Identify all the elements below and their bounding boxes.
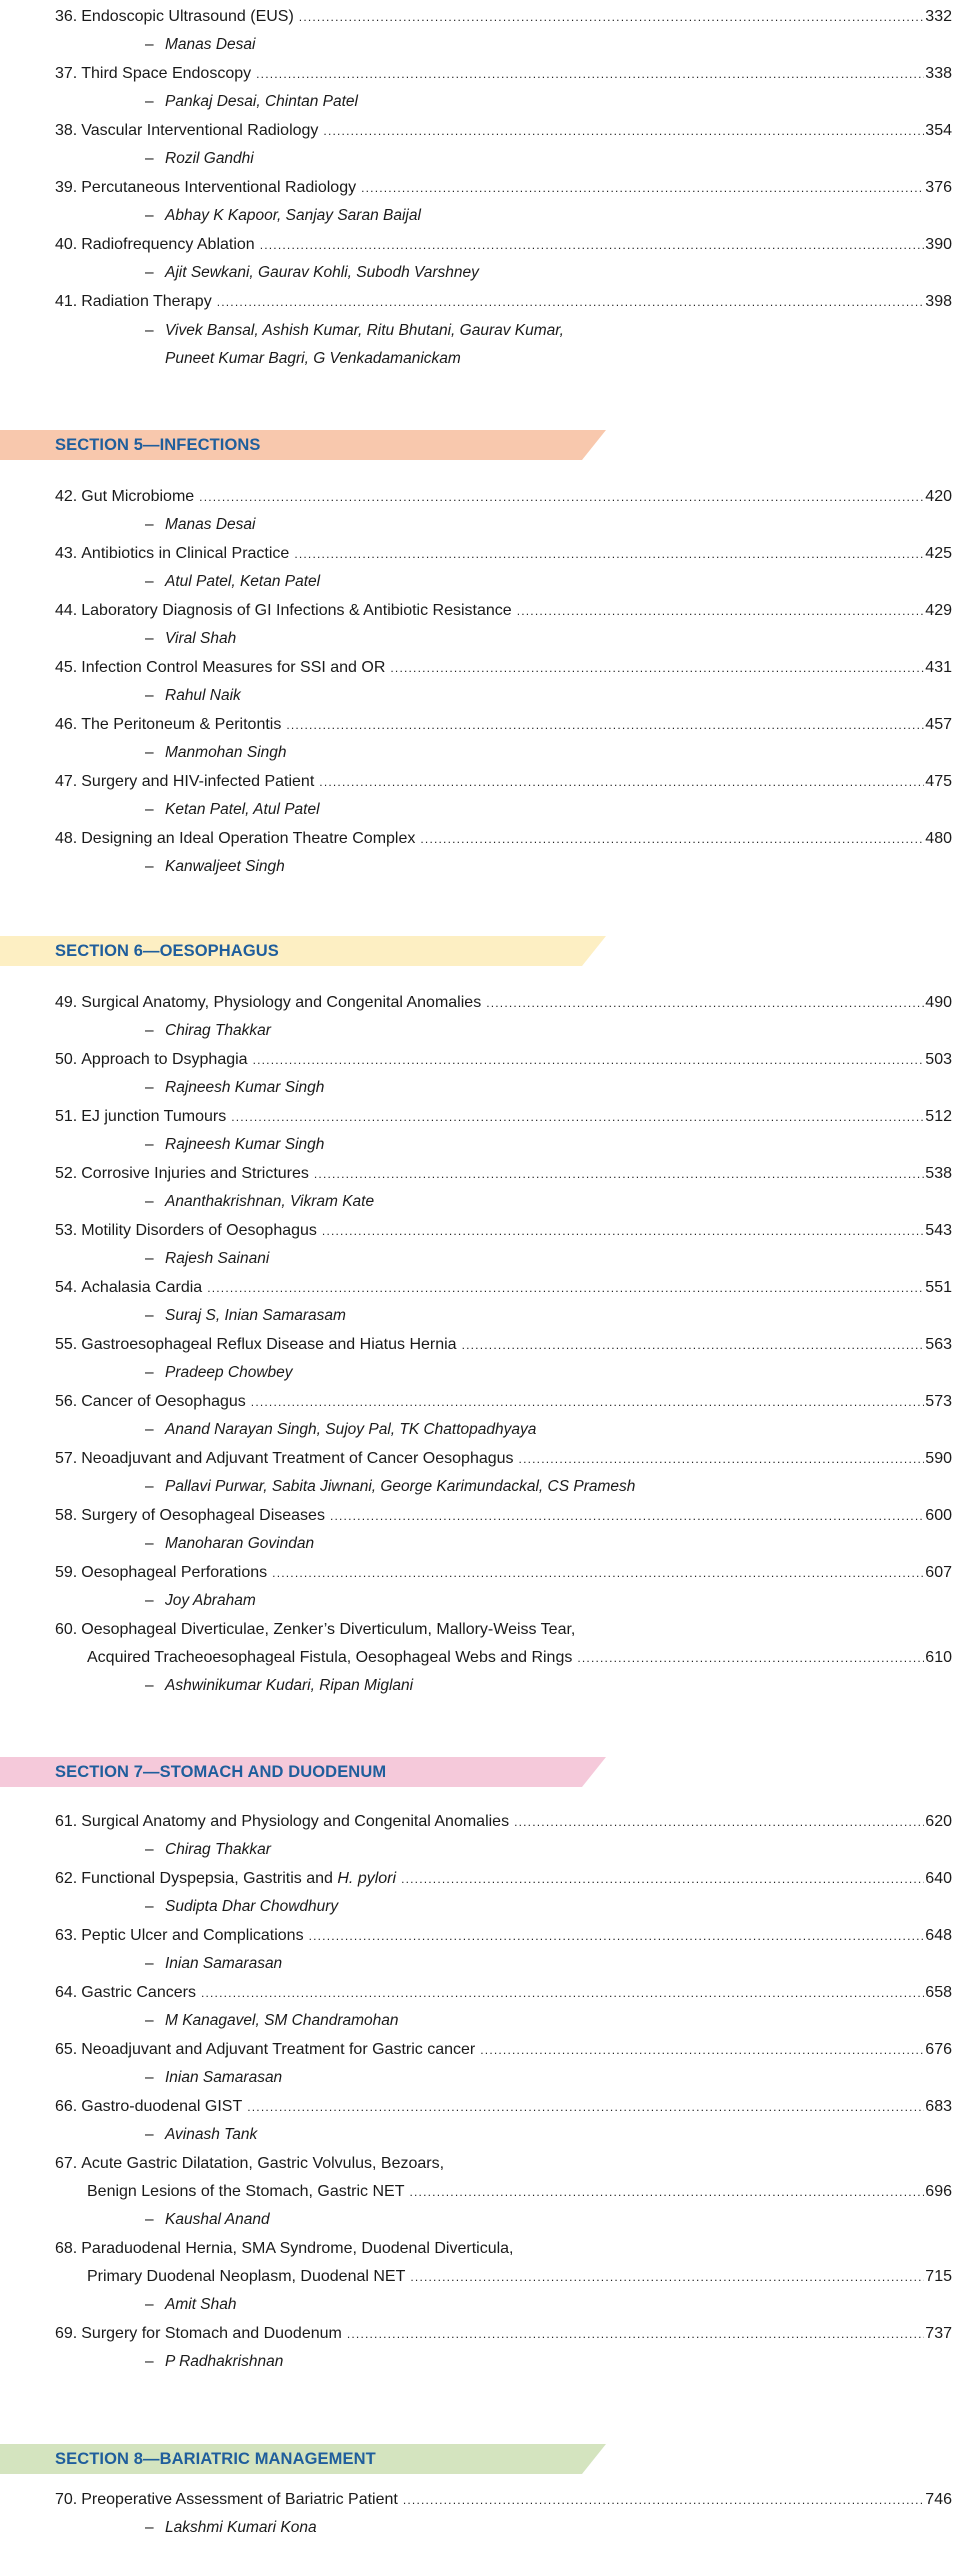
toc-entry-56[interactable] bbox=[55, 1391, 952, 1413]
chapter-title: Peptic Ulcer and Complications bbox=[81, 1927, 304, 1944]
toc-entry-59[interactable] bbox=[55, 1562, 952, 1584]
section-6-header[interactable] bbox=[0, 936, 610, 966]
chapter-authors: – Joy Abraham bbox=[145, 1592, 256, 1609]
toc-entry-54[interactable] bbox=[55, 1277, 952, 1299]
dot-leader bbox=[462, 1334, 925, 1356]
chapter-title: Designing an Ideal Operation Theatre Complex bbox=[81, 830, 416, 847]
dot-leader bbox=[217, 291, 925, 313]
toc-entry-52[interactable] bbox=[55, 1163, 952, 1185]
dot-leader bbox=[231, 1106, 924, 1128]
chapter-authors: – Rozil Gandhi bbox=[145, 150, 254, 167]
toc-entry-67-continued[interactable] bbox=[87, 2181, 952, 2203]
chapter-number: 54. bbox=[55, 1279, 78, 1296]
chapter-title-line-1: Acute Gastric Dilatation, Gastric Volvulus, Bezoars, bbox=[81, 2155, 445, 2172]
dot-leader bbox=[519, 1448, 925, 1470]
dot-leader bbox=[403, 2489, 924, 2511]
chapter-authors: – Atul Patel, Ketan Patel bbox=[145, 573, 321, 590]
toc-entry-38[interactable] bbox=[55, 120, 952, 142]
chapter-number: 55. bbox=[55, 1336, 78, 1353]
toc-entry-47[interactable] bbox=[55, 771, 952, 793]
chapter-title: Approach to Dsyphagia bbox=[81, 1051, 248, 1068]
page-number: 737 bbox=[925, 2325, 952, 2342]
toc-entry-60[interactable] bbox=[55, 1619, 952, 1641]
dot-leader bbox=[410, 2266, 924, 2288]
toc-entry-58[interactable] bbox=[55, 1505, 952, 1527]
dot-leader bbox=[390, 657, 924, 679]
chapter-title: Cancer of Oesophagus bbox=[81, 1393, 246, 1410]
chapter-title: Radiofrequency Ablation bbox=[81, 236, 255, 253]
page-number: 390 bbox=[925, 236, 952, 253]
chapter-authors: – Manoharan Govindan bbox=[145, 1535, 315, 1552]
page-number: 338 bbox=[925, 65, 952, 82]
chapter-number: 65. bbox=[55, 2041, 78, 2058]
chapter-number: 41. bbox=[55, 293, 78, 310]
chapter-number: 61. bbox=[55, 1813, 78, 1830]
dot-leader bbox=[309, 1925, 925, 1947]
chapter-title: Gastroesophageal Reflux Disease and Hiatus Hernia bbox=[81, 1336, 457, 1353]
toc-entry-69[interactable] bbox=[55, 2323, 952, 2345]
chapter-number: 44. bbox=[55, 602, 78, 619]
chapter-number: 39. bbox=[55, 179, 78, 196]
chapter-authors: – Abhay K Kapoor, Sanjay Saran Baijal bbox=[145, 207, 421, 224]
chapter-title: Surgical Anatomy and Physiology and Congenital Anomalies bbox=[81, 1813, 510, 1830]
page-number: 429 bbox=[925, 602, 952, 619]
chapter-authors: – Kanwaljeet Singh bbox=[145, 858, 285, 875]
chapter-title: Antibiotics in Clinical Practice bbox=[81, 545, 290, 562]
chapter-number: 59. bbox=[55, 1564, 78, 1581]
chapter-authors: – Ananthakrishnan, Vikram Kate bbox=[145, 1193, 375, 1210]
dot-leader bbox=[247, 2096, 924, 2118]
chapter-number: 52. bbox=[55, 1165, 78, 1182]
dot-leader bbox=[347, 2323, 924, 2345]
toc-entry-48[interactable] bbox=[55, 828, 952, 850]
section-7-header[interactable] bbox=[0, 1757, 610, 1787]
toc-entry-37[interactable] bbox=[55, 63, 952, 85]
section-title: SECTION 7—STOMACH AND DUODENUM bbox=[55, 1763, 387, 1781]
toc-entry-50[interactable] bbox=[55, 1049, 952, 1071]
toc-entry-51[interactable] bbox=[55, 1106, 952, 1128]
toc-entry-68[interactable] bbox=[55, 2238, 952, 2260]
dot-leader bbox=[420, 828, 924, 850]
page-number: 503 bbox=[925, 1051, 952, 1068]
chapter-number: 58. bbox=[55, 1507, 78, 1524]
chapter-number: 48. bbox=[55, 830, 78, 847]
page-number: 676 bbox=[925, 2041, 952, 2058]
chapter-number: 38. bbox=[55, 122, 78, 139]
chapter-title bbox=[77, 1868, 396, 1890]
dot-leader bbox=[286, 714, 924, 736]
dot-leader bbox=[199, 486, 924, 508]
chapter-number: 68. bbox=[55, 2240, 78, 2257]
page-number: 683 bbox=[925, 2098, 952, 2115]
toc-entry-46[interactable] bbox=[55, 714, 952, 736]
dot-leader bbox=[323, 120, 924, 142]
page-number: 610 bbox=[925, 1649, 952, 1666]
chapter-title: Benign Lesions of the Stomach, Gastric NET bbox=[87, 2183, 405, 2200]
chapter-title: Gut Microbiome bbox=[81, 488, 195, 505]
chapter-title: Endoscopic Ultrasound (EUS) bbox=[81, 8, 294, 25]
page-number: 490 bbox=[925, 994, 952, 1011]
chapter-authors: – Rajneesh Kumar Singh bbox=[145, 1079, 325, 1096]
dot-leader bbox=[253, 1049, 925, 1071]
chapter-authors: – Chirag Thakkar bbox=[145, 1022, 271, 1039]
chapter-title: Third Space Endoscopy bbox=[81, 65, 252, 82]
dot-leader bbox=[577, 1647, 924, 1669]
chapter-number: 45. bbox=[55, 659, 78, 676]
toc-entry-66[interactable] bbox=[55, 2096, 952, 2118]
chapter-authors: – Lakshmi Kumari Kona bbox=[145, 2519, 317, 2536]
section-title: SECTION 6—OESOPHAGUS bbox=[55, 942, 279, 960]
page-number: 551 bbox=[925, 1279, 952, 1296]
page-number: 431 bbox=[925, 659, 952, 676]
dot-leader bbox=[319, 771, 924, 793]
page-number: 696 bbox=[925, 2183, 952, 2200]
dot-leader bbox=[256, 63, 924, 85]
toc-entry-67[interactable] bbox=[55, 2153, 952, 2175]
chapter-title: Corrosive Injuries and Strictures bbox=[81, 1165, 309, 1182]
toc-entry-64[interactable] bbox=[55, 1982, 952, 2004]
page-number: 573 bbox=[925, 1393, 952, 1410]
dot-leader bbox=[514, 1811, 924, 1833]
chapter-number: 50. bbox=[55, 1051, 78, 1068]
page-number: 563 bbox=[925, 1336, 952, 1353]
dot-leader bbox=[299, 6, 925, 28]
chapter-authors: – Anand Narayan Singh, Sujoy Pal, TK Chattopadhyaya bbox=[145, 1421, 537, 1438]
chapter-number: 43. bbox=[55, 545, 78, 562]
chapter-number: 37. bbox=[55, 65, 78, 82]
page-number: 475 bbox=[925, 773, 952, 790]
chapter-authors: – Amit Shah bbox=[145, 2296, 237, 2313]
page-number: 480 bbox=[925, 830, 952, 847]
chapter-number: 46. bbox=[55, 716, 78, 733]
toc-entry-43[interactable] bbox=[55, 543, 952, 565]
toc-entry-49[interactable] bbox=[55, 992, 952, 1014]
chapter-title: EJ junction Tumours bbox=[81, 1108, 227, 1125]
toc-entry-61[interactable] bbox=[55, 1811, 952, 1833]
chapter-authors: – Ashwinikumar Kudari, Ripan Miglani bbox=[145, 1677, 414, 1694]
page-number: 648 bbox=[925, 1927, 952, 1944]
toc-entry-57[interactable] bbox=[55, 1448, 952, 1470]
page-number: 425 bbox=[925, 545, 952, 562]
dot-leader bbox=[401, 1868, 924, 1890]
chapter-title: Infection Control Measures for SSI and OR bbox=[81, 659, 386, 676]
page-number: 332 bbox=[925, 8, 952, 25]
dot-leader bbox=[322, 1220, 924, 1242]
chapter-authors: – Ketan Patel, Atul Patel bbox=[145, 801, 320, 818]
chapter-number: 51. bbox=[55, 1108, 78, 1125]
chapter-authors: – Pradeep Chowbey bbox=[145, 1364, 293, 1381]
page-number: 607 bbox=[925, 1564, 952, 1581]
chapter-authors: – Pallavi Purwar, Sabita Jiwnani, George Karimundackal, CS Pramesh bbox=[145, 1478, 636, 1495]
page-number: 620 bbox=[925, 1813, 952, 1830]
chapter-title: Neoadjuvant and Adjuvant Treatment for Gastric cancer bbox=[81, 2041, 476, 2058]
chapter-authors: – Sudipta Dhar Chowdhury bbox=[145, 1898, 339, 1915]
chapter-title: Acquired Tracheoesophageal Fistula, Oesophageal Webs and Rings bbox=[87, 1649, 573, 1666]
page-number: 590 bbox=[925, 1450, 952, 1467]
toc-entry-45[interactable] bbox=[55, 657, 952, 679]
chapter-authors: – Rahul Naik bbox=[145, 687, 241, 704]
chapter-number: 56. bbox=[55, 1393, 78, 1410]
page-number: 640 bbox=[925, 1870, 952, 1887]
page-number: 512 bbox=[925, 1108, 952, 1125]
page-number: 354 bbox=[925, 122, 952, 139]
chapter-title-line-1: Oesophageal Diverticulae, Zenker’s Diverticulum, Mallory-Weiss Tear, bbox=[81, 1621, 576, 1638]
section-8-header[interactable] bbox=[0, 2444, 610, 2474]
chapter-title: The Peritoneum & Peritontis bbox=[81, 716, 282, 733]
toc-entry-62[interactable] bbox=[55, 1868, 952, 1890]
chapter-authors: – Suraj S, Inian Samarasam bbox=[145, 1307, 346, 1324]
dot-leader bbox=[260, 234, 925, 256]
chapter-title: Surgery for Stomach and Duodenum bbox=[81, 2325, 342, 2342]
section-5-header[interactable] bbox=[0, 430, 610, 460]
chapter-number: 70. bbox=[55, 2491, 78, 2508]
dot-leader bbox=[272, 1562, 924, 1584]
chapter-number: 49. bbox=[55, 994, 78, 1011]
chapter-authors: – Ajit Sewkani, Gaurav Kohli, Subodh Varshney bbox=[145, 264, 479, 281]
chapter-authors-continued: Puneet Kumar Bagri, G Venkadamanickam bbox=[165, 350, 461, 367]
dot-leader bbox=[486, 992, 924, 1014]
page-number: 376 bbox=[925, 179, 952, 196]
page-number: 538 bbox=[925, 1165, 952, 1182]
chapter-number: 36. bbox=[55, 8, 78, 25]
toc-entry-55[interactable] bbox=[55, 1334, 952, 1356]
toc-entry-44[interactable] bbox=[55, 600, 952, 622]
dot-leader bbox=[207, 1277, 924, 1299]
chapter-number: 69. bbox=[55, 2325, 78, 2342]
dot-leader bbox=[517, 600, 925, 622]
chapter-title: Percutaneous Interventional Radiology bbox=[81, 179, 357, 196]
chapter-title: Surgical Anatomy, Physiology and Congenital Anomalies bbox=[81, 994, 482, 1011]
chapter-authors: – Vivek Bansal, Ashish Kumar, Ritu Bhutani, Gaurav Kumar, bbox=[145, 322, 564, 339]
chapter-number: 66. bbox=[55, 2098, 78, 2115]
page-number: 543 bbox=[925, 1222, 952, 1239]
dot-leader bbox=[361, 177, 924, 199]
chapter-number: 40. bbox=[55, 236, 78, 253]
chapter-authors: – M Kanagavel, SM Chandramohan bbox=[145, 2012, 399, 2029]
chapter-title: Gastro-duodenal GIST bbox=[81, 2098, 243, 2115]
chapter-number: 57. bbox=[55, 1450, 78, 1467]
chapter-number: 60. bbox=[55, 1621, 78, 1638]
chapter-title: Gastric Cancers bbox=[81, 1984, 196, 2001]
page-number: 457 bbox=[925, 716, 952, 733]
section-title: SECTION 5—INFECTIONS bbox=[55, 436, 261, 454]
chapter-authors: – Avinash Tank bbox=[145, 2126, 258, 2143]
chapter-authors: – Rajneesh Kumar Singh bbox=[145, 1136, 325, 1153]
chapter-title: Achalasia Cardia bbox=[81, 1279, 203, 1296]
chapter-number: 63. bbox=[55, 1927, 78, 1944]
toc-entry-60-continued[interactable] bbox=[87, 1647, 952, 1669]
chapter-authors: – Kaushal Anand bbox=[145, 2211, 270, 2228]
chapter-authors: – Rajesh Sainani bbox=[145, 1250, 270, 1267]
toc-entry-68-continued[interactable] bbox=[87, 2266, 952, 2288]
chapter-title-italic: H. pylori bbox=[337, 1870, 397, 1887]
toc-entry-63[interactable] bbox=[55, 1925, 952, 1947]
chapter-title: Motility Disorders of Oesophagus bbox=[81, 1222, 317, 1239]
chapter-number: 64. bbox=[55, 1984, 78, 2001]
toc-entry-42[interactable] bbox=[55, 486, 952, 508]
page-number: 600 bbox=[925, 1507, 952, 1524]
chapter-title-text: Functional Dyspepsia, Gastritis and bbox=[81, 1870, 338, 1887]
chapter-number: 53. bbox=[55, 1222, 78, 1239]
dot-leader bbox=[201, 1982, 924, 2004]
chapter-title: Oesophageal Perforations bbox=[81, 1564, 268, 1581]
page-number: 715 bbox=[925, 2268, 952, 2285]
dot-leader bbox=[409, 2181, 924, 2203]
chapter-title: Neoadjuvant and Adjuvant Treatment of Cancer Oesophagus bbox=[81, 1450, 514, 1467]
chapter-authors: – P Radhakrishnan bbox=[145, 2353, 284, 2370]
page-number: 658 bbox=[925, 1984, 952, 2001]
chapter-title-line-1: Paraduodenal Hernia, SMA Syndrome, Duodenal Diverticula, bbox=[81, 2240, 514, 2257]
chapter-authors: – Chirag Thakkar bbox=[145, 1841, 271, 1858]
dot-leader bbox=[480, 2039, 924, 2061]
chapter-authors: – Manmohan Singh bbox=[145, 744, 287, 761]
chapter-title: Preoperative Assessment of Bariatric Patient bbox=[81, 2491, 398, 2508]
dot-leader bbox=[251, 1391, 925, 1413]
chapter-title: Surgery of Oesophageal Diseases bbox=[81, 1507, 325, 1524]
dot-leader bbox=[314, 1163, 924, 1185]
page-number: 420 bbox=[925, 488, 952, 505]
toc-entry-65[interactable] bbox=[55, 2039, 952, 2061]
page-number: 746 bbox=[925, 2491, 952, 2508]
chapter-authors: – Inian Samarasan bbox=[145, 1955, 283, 1972]
chapter-number: 47. bbox=[55, 773, 78, 790]
chapter-title: Vascular Interventional Radiology bbox=[81, 122, 319, 139]
dot-leader bbox=[294, 543, 924, 565]
toc-entry-39[interactable] bbox=[55, 177, 952, 199]
chapter-authors: – Pankaj Desai, Chintan Patel bbox=[145, 93, 359, 110]
chapter-title: Laboratory Diagnosis of GI Infections & Antibiotic Resistance bbox=[81, 602, 512, 619]
chapter-title: Radiation Therapy bbox=[81, 293, 212, 310]
page-number: 398 bbox=[925, 293, 952, 310]
dot-leader bbox=[330, 1505, 924, 1527]
section-title: SECTION 8—BARIATRIC MANAGEMENT bbox=[55, 2450, 376, 2468]
chapter-authors: – Viral Shah bbox=[145, 630, 237, 647]
toc-entry-40[interactable] bbox=[55, 234, 952, 256]
chapter-authors: – Inian Samarasan bbox=[145, 2069, 283, 2086]
toc-entry-36[interactable] bbox=[55, 6, 952, 28]
chapter-number: 67. bbox=[55, 2155, 78, 2172]
toc-entry-41[interactable] bbox=[55, 291, 952, 313]
toc-entry-70[interactable] bbox=[55, 2489, 952, 2511]
chapter-title: Primary Duodenal Neoplasm, Duodenal NET bbox=[87, 2268, 406, 2285]
toc-entry-53[interactable] bbox=[55, 1220, 952, 1242]
chapter-authors: – Manas Desai bbox=[145, 516, 256, 533]
chapter-number: 42. bbox=[55, 488, 78, 505]
chapter-number: 62. bbox=[55, 1870, 78, 1887]
chapter-title: Surgery and HIV-infected Patient bbox=[81, 773, 315, 790]
chapter-authors: – Manas Desai bbox=[145, 36, 256, 53]
